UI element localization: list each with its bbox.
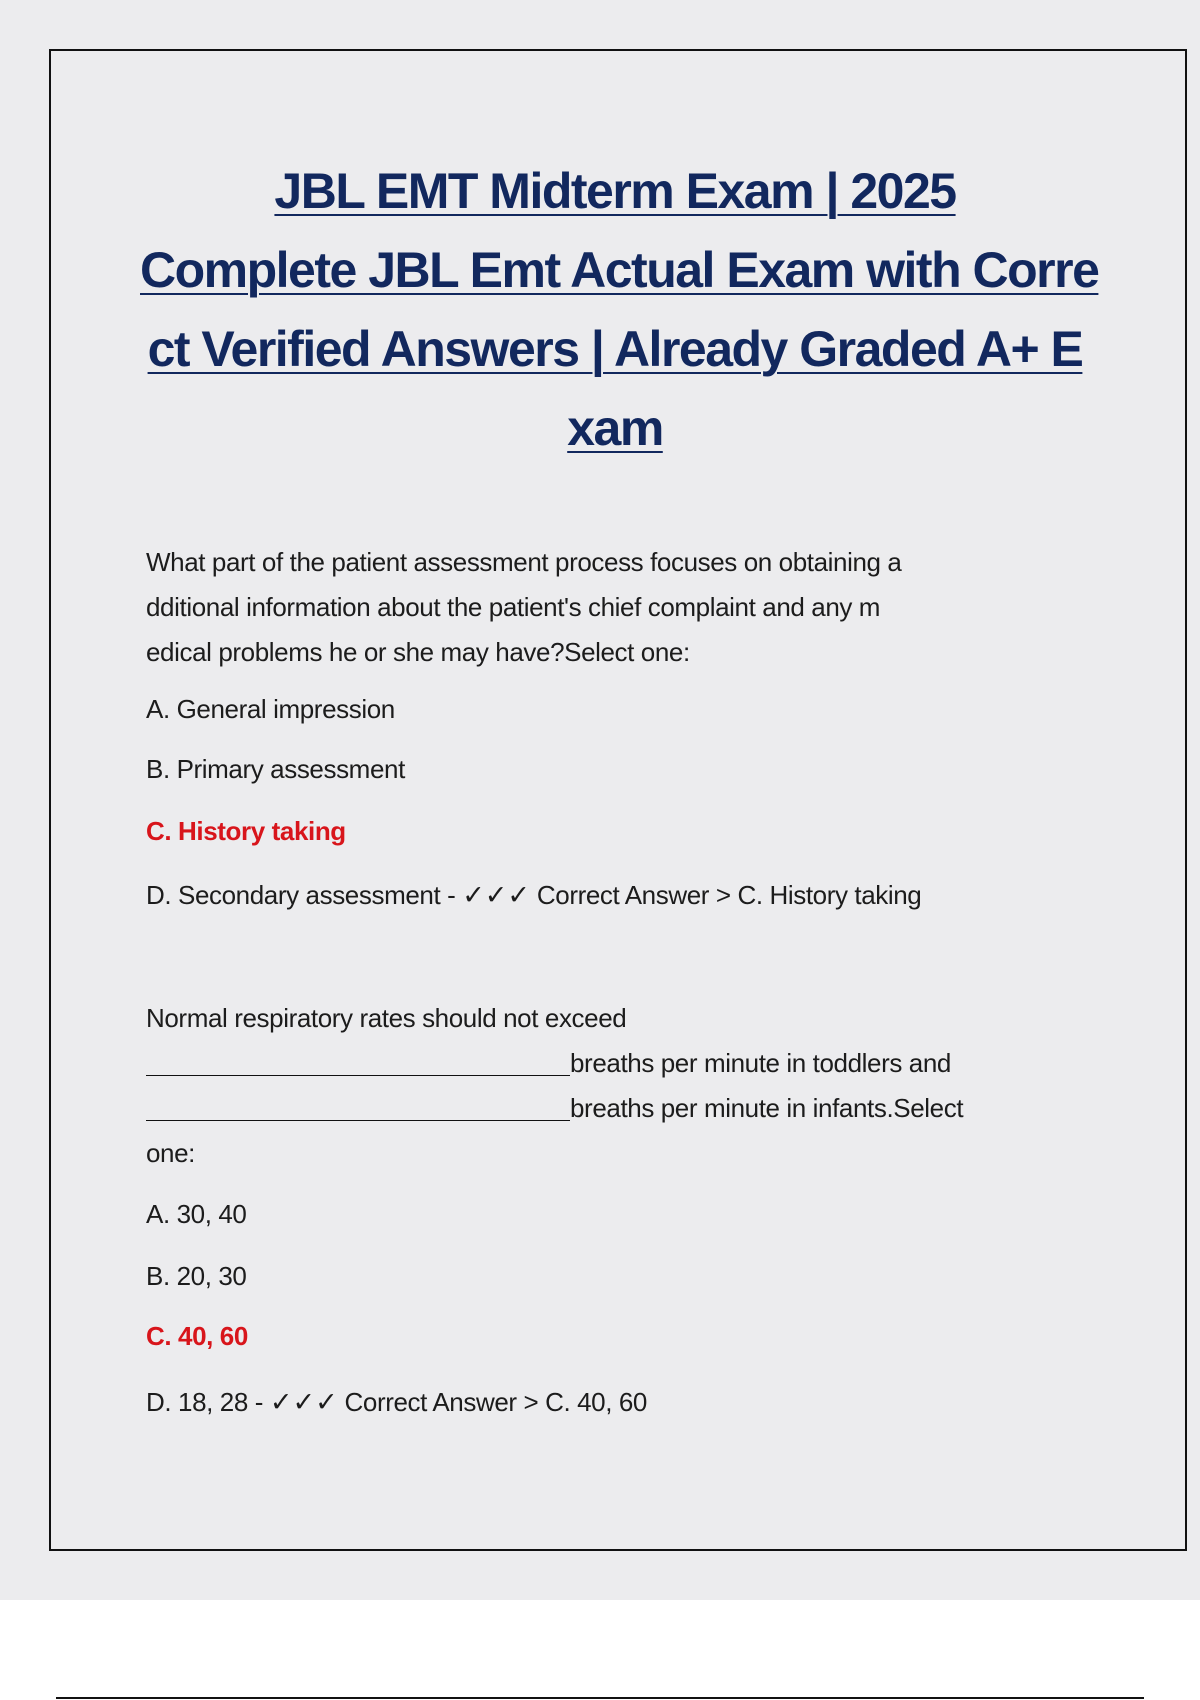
question-2-correct-answer: Correct Answer > C. 40, 60 — [344, 1387, 647, 1417]
title-line-1: JBL EMT Midterm Exam | 2025 — [274, 163, 956, 219]
question-2-option-b: B. 20, 30 — [146, 1261, 247, 1291]
answer-blank — [146, 1090, 570, 1121]
title-line-4: xam — [567, 400, 663, 456]
checkmark-icon: ✓✓✓ — [269, 1387, 338, 1418]
question-2-line-2: breaths per minute in toddlers and — [146, 1041, 1046, 1086]
question-1-line-1: What part of the patient assessment process focuses on obtaining a — [146, 547, 902, 577]
question-1-option-a: A. General impression — [146, 694, 395, 724]
question-1-option-c-correct: C. History taking — [146, 816, 346, 846]
question-2 — [146, 996, 1046, 1421]
question-1-option-d-text: D. Secondary assessment - — [146, 880, 456, 910]
question-1-line-2: dditional information about the patient's chief complaint and any m — [146, 592, 881, 622]
question-2-option-c-correct: C. 40, 60 — [146, 1321, 248, 1351]
title-line-3: ct Verified Answers | Already Graded A+ E — [147, 321, 1083, 377]
document-body — [146, 540, 1046, 1421]
question-1-correct-answer: Correct Answer > C. History taking — [536, 880, 922, 910]
question-2-option-a: A. 30, 40 — [146, 1199, 247, 1229]
question-2-line-3: breaths per minute in infants.Select — [146, 1086, 1046, 1131]
question-2-option-d — [146, 1384, 1046, 1421]
question-2-line-1: Normal respiratory rates should not exceed — [146, 1003, 627, 1033]
title-line-2: Complete JBL Emt Actual Exam with Corre — [140, 242, 1099, 298]
question-1-line-3: edical problems he or she may have?Select one: — [146, 637, 690, 667]
checkmark-icon: ✓✓✓ — [462, 880, 531, 911]
document-title — [140, 152, 1099, 468]
footer-divider — [56, 1697, 1144, 1699]
question-1-option-b: B. Primary assessment — [146, 754, 405, 784]
question-1 — [146, 540, 1046, 914]
question-2-line-4: one: — [146, 1138, 196, 1168]
question-2-option-d-text: D. 18, 28 - — [146, 1387, 263, 1417]
answer-blank — [146, 1045, 570, 1076]
question-1-option-d — [146, 877, 1046, 914]
